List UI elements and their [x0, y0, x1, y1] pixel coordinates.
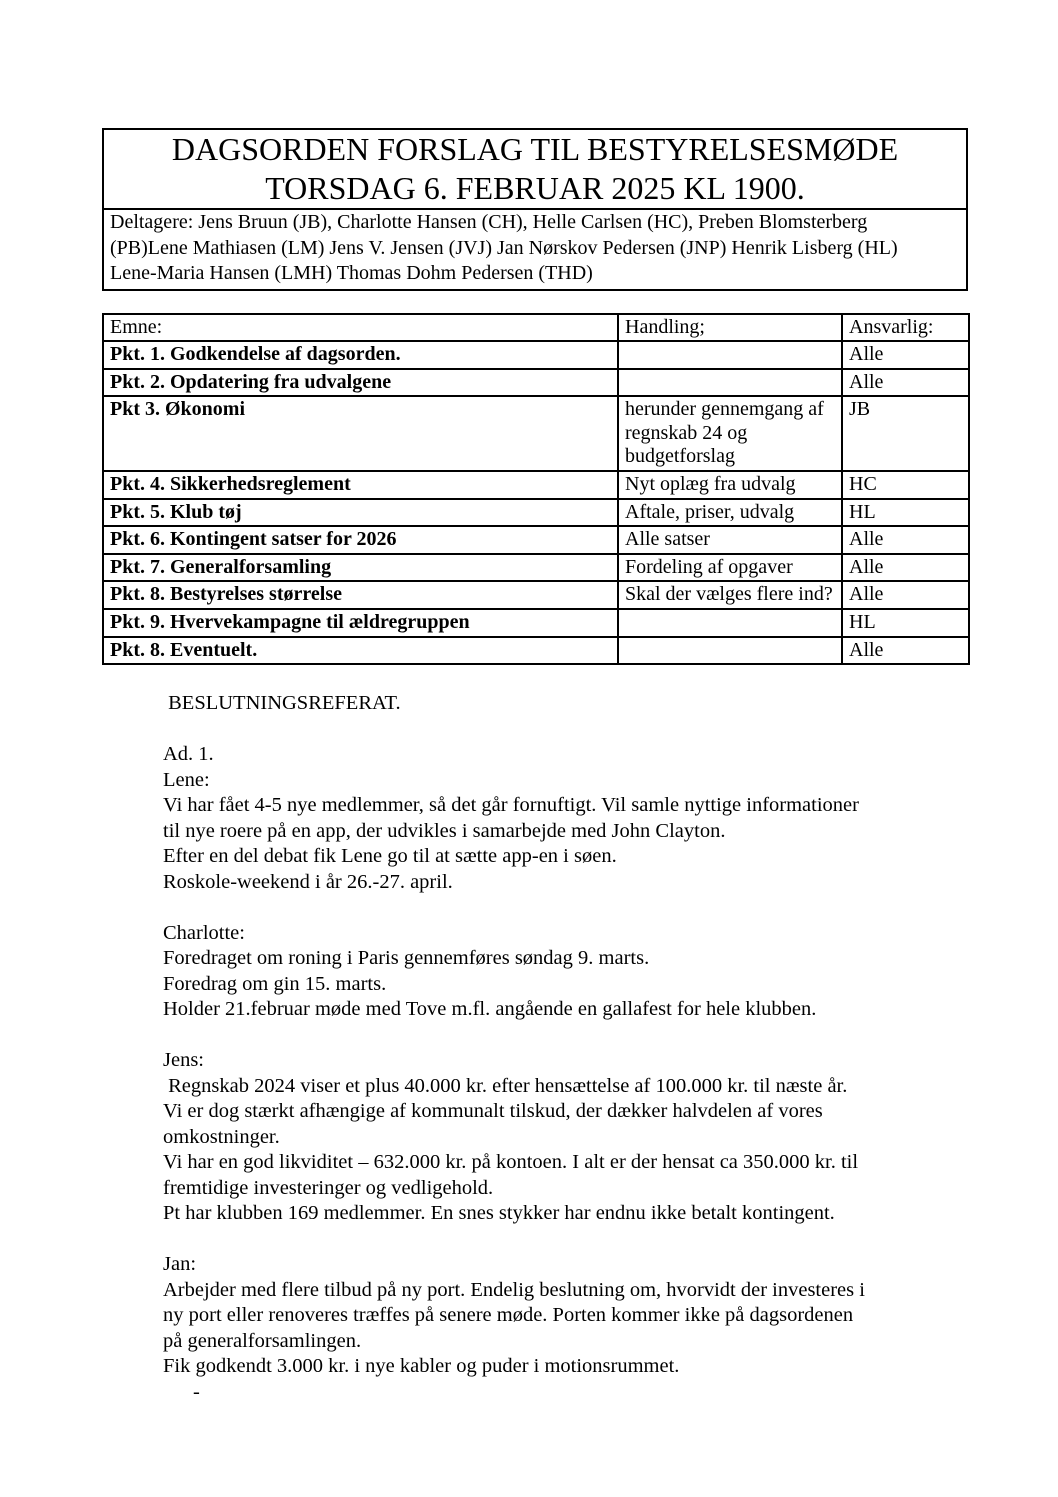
table-row [103, 637, 969, 665]
participants-line: Lene-Maria Hansen (LMH) Thomas Dohm Pedersen (THD) [110, 262, 593, 284]
minutes-line: Holder 21.februar møde med Tove m.fl. angående en gallafest for hele klubben. [163, 998, 817, 1021]
emne-cell: Pkt. 4. Sikkerhedsreglement [103, 471, 618, 499]
ansvarlig-cell: Alle [842, 341, 969, 369]
spacer [163, 717, 923, 743]
table-row [103, 554, 969, 582]
list-dash: - [193, 1380, 200, 1403]
emne-cell: Pkt. 8. Bestyrelses størrelse [103, 581, 618, 609]
ansvarlig-cell: Alle [842, 526, 969, 554]
emne-cell: Pkt. 8. Eventuelt. [103, 637, 618, 665]
minutes-line: omkostninger. [163, 1125, 280, 1148]
table-row [103, 341, 969, 369]
spacer [163, 1023, 923, 1049]
minutes-block-charlotte [163, 921, 923, 1023]
title-row [103, 129, 967, 209]
minutes-line: Pt har klubben 169 medlemmer. En snes stykker har endnu ikke betalt kontingent. [163, 1202, 835, 1225]
page-content [102, 128, 968, 1405]
document-title-line1: DAGSORDEN FORSLAG TIL BESTYRELSESMØDE [171, 131, 899, 167]
speaker-label: Charlotte: [163, 921, 245, 944]
minutes-section [163, 691, 923, 1405]
speaker-label: Jens: [163, 1049, 204, 1072]
ansvarlig-cell: HL [842, 609, 969, 637]
column-header-ansvarlig: Ansvarlig: [842, 314, 969, 342]
speaker-label: Jan: [163, 1253, 197, 1276]
minutes-line: fremtidige investeringer og vedligehold. [163, 1176, 494, 1199]
minutes-line: Foredrag om gin 15. marts. [163, 972, 387, 995]
minutes-line: Regnskab 2024 viser et plus 40.000 kr. efter hensættelse af 100.000 kr. til næste år. [163, 1074, 848, 1097]
header-table [102, 128, 968, 291]
emne-cell: Pkt 3. Økonomi [103, 396, 618, 471]
minutes-line: Fik godkendt 3.000 kr. i nye kabler og puder i motionsrummet. [163, 1355, 680, 1378]
document-title-line2: TORSDAG 6. FEBRUAR 2025 KL 1900. [265, 170, 805, 206]
emne-cell: Pkt. 6. Kontingent satser for 2026 [103, 526, 618, 554]
emne-cell: Pkt. 7. Generalforsamling [103, 554, 618, 582]
agenda-table [102, 313, 970, 666]
minutes-line: Roskole-weekend i år 26.-27. april. [163, 870, 453, 893]
ansvarlig-cell: Alle [842, 581, 969, 609]
emne-cell: Pkt. 2. Opdatering fra udvalgene [103, 369, 618, 397]
table-row [103, 471, 969, 499]
emne-cell: Pkt. 1. Godkendelse af dagsorden. [103, 341, 618, 369]
minutes-line: Vi har en god likviditet – 632.000 kr. på kontoen. I alt er der hensat ca 350.000 kr. til [163, 1151, 859, 1174]
participants-line: Deltagere: Jens Bruun (JB), Charlotte Hansen (CH), Helle Carlsen (HC), Preben Blomsterberg [110, 211, 868, 233]
handling-cell: herunder gennemgang af regnskab 24 og budgetforslag [618, 396, 842, 471]
column-header-emne: Emne: [103, 314, 618, 342]
ansvarlig-cell: Alle [842, 554, 969, 582]
minutes-line: Foredraget om roning i Paris gennemføres søndag 9. marts. [163, 947, 650, 970]
minutes-line: til nye roere på en app, der udvikles i samarbejde med John Clayton. [163, 819, 726, 842]
handling-cell: Alle satser [618, 526, 842, 554]
ansvarlig-cell: Alle [842, 637, 969, 665]
table-row [103, 581, 969, 609]
minutes-line: ny port eller renoveres træffes på senere møde. Porten kommer ikke på dagsordenen [163, 1304, 854, 1327]
minutes-heading: BESLUTNINGSREFERAT. [163, 692, 401, 715]
table-row [103, 369, 969, 397]
handling-cell: Nyt oplæg fra udvalg [618, 471, 842, 499]
minutes-block-jens [163, 1048, 923, 1227]
ansvarlig-cell: JB [842, 396, 969, 471]
speaker-label: Lene: [163, 768, 210, 791]
minutes-block-jan [163, 1252, 923, 1380]
handling-cell [618, 369, 842, 397]
minutes-line: Vi har fået 4-5 nye medlemmer, så det går fornuftigt. Vil samle nyttige informationer [163, 794, 859, 817]
emne-cell: Pkt. 5. Klub tøj [103, 499, 618, 527]
minutes-line: Efter en del debat fik Lene go til at sætte app-en i søen. [163, 845, 617, 868]
participants-row [103, 209, 967, 290]
table-row [103, 609, 969, 637]
minutes-block-lene [163, 768, 923, 896]
spacer [163, 1227, 923, 1253]
column-header-handling: Handling; [618, 314, 842, 342]
ansvarlig-cell: HC [842, 471, 969, 499]
ad-label: Ad. 1. [163, 743, 214, 766]
participants-line: (PB)Lene Mathiasen (LM) Jens V. Jensen (JVJ) Jan Nørskov Pedersen (JNP) Henrik Lisberg (HL) [110, 236, 898, 259]
table-row [103, 396, 969, 471]
table-row [103, 499, 969, 527]
handling-cell [618, 609, 842, 637]
spacer [163, 895, 923, 921]
handling-cell: Skal der vælges flere ind? [618, 581, 842, 609]
minutes-line: Arbejder med flere tilbud på ny port. Endelig beslutning om, hvorvidt der investeres i [163, 1278, 865, 1301]
handling-cell [618, 637, 842, 665]
handling-cell: Aftale, priser, udvalg [618, 499, 842, 527]
minutes-line: på generalforsamlingen. [163, 1329, 362, 1352]
handling-cell [618, 341, 842, 369]
title-cell [103, 129, 967, 209]
emne-cell: Pkt. 9. Hvervekampagne til ældregruppen [103, 609, 618, 637]
table-row [103, 526, 969, 554]
ansvarlig-cell: Alle [842, 369, 969, 397]
ansvarlig-cell: HL [842, 499, 969, 527]
minutes-line: Vi er dog stærkt afhængige af kommunalt tilskud, der dækker halvdelen af vores [163, 1100, 823, 1123]
handling-cell: Fordeling af opgaver [618, 554, 842, 582]
participants-cell [103, 209, 967, 290]
agenda-header-row [103, 314, 969, 342]
